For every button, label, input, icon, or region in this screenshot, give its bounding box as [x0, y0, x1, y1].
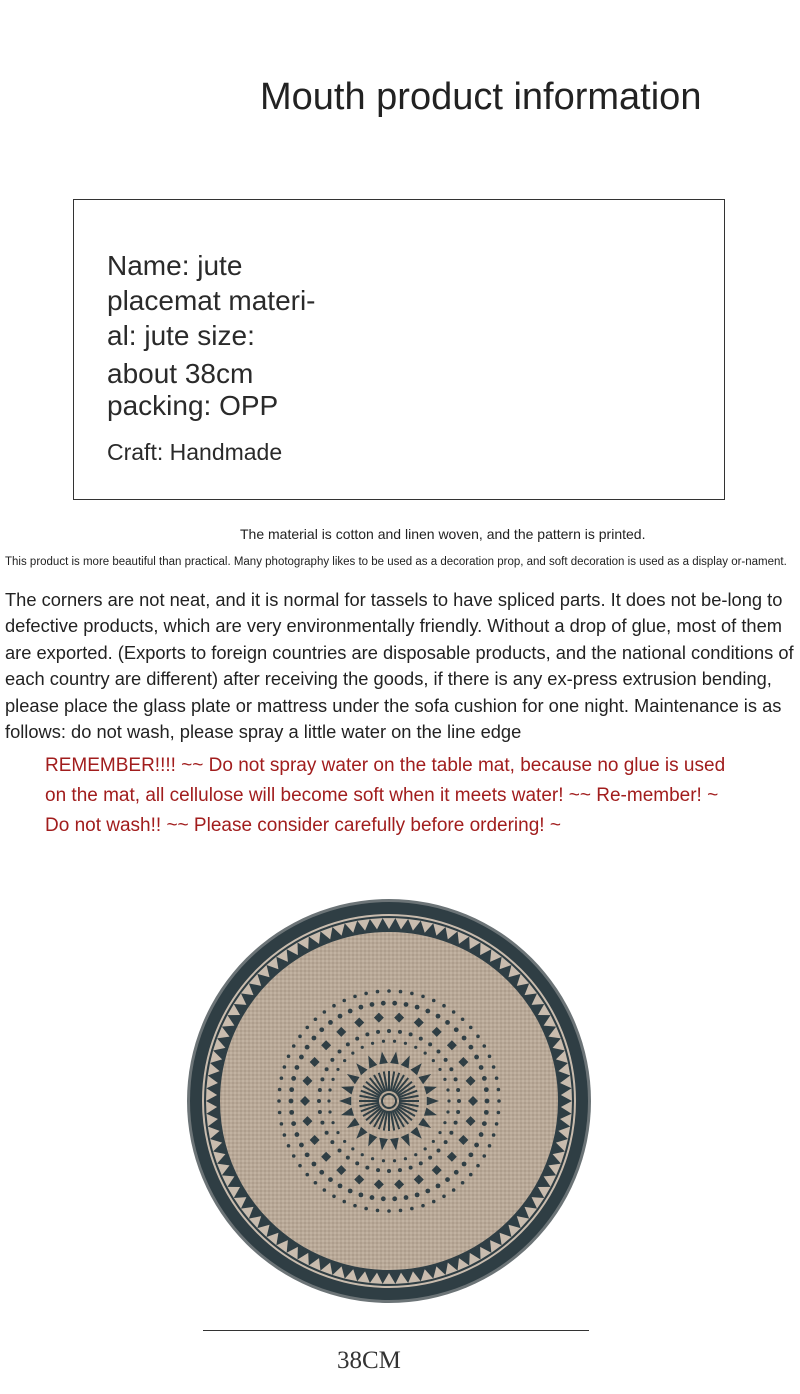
mat-pattern-dot [432, 1200, 436, 1204]
placemat-graphic [187, 899, 591, 1303]
mat-pattern-dot [482, 1154, 486, 1158]
mat-pattern-dot [497, 1111, 501, 1115]
mat-pattern-dot [381, 1001, 386, 1006]
mat-pattern-dot [365, 1166, 369, 1170]
mat-pattern-dot [428, 1156, 432, 1160]
mat-pattern-dot [454, 1121, 458, 1125]
mat-pattern-dot [488, 1144, 492, 1148]
mat-pattern-dot [495, 1122, 499, 1126]
mat-pattern-dot [432, 1140, 435, 1143]
mat-pattern-dot [387, 1169, 391, 1173]
mat-pattern-dot [392, 1196, 397, 1201]
mat-jute-center [219, 931, 559, 1271]
mat-pattern-dot [331, 1121, 334, 1124]
mat-pattern-dot [404, 1042, 407, 1045]
mat-pattern-dot [399, 990, 403, 994]
mat-pattern-dot [348, 1189, 353, 1194]
mat-pattern-dot [342, 999, 346, 1003]
mat-pattern-dot [393, 1159, 396, 1162]
mat-pattern-dot [492, 1065, 496, 1069]
mat-pattern-dot [319, 1027, 324, 1032]
mat-pattern-dot [320, 1121, 324, 1125]
mat-pattern-dot [432, 1059, 435, 1062]
mat-pattern-dot [482, 1076, 487, 1081]
mat-pattern-dot [476, 1035, 480, 1039]
mat-pattern-dot [436, 1183, 441, 1188]
mat-pattern-dot [474, 1055, 479, 1060]
mat-pattern-dot [338, 1148, 342, 1152]
mat-pattern-dot [443, 1078, 446, 1081]
mat-pattern-dot [410, 1207, 414, 1211]
mat-pattern-dot [348, 1009, 353, 1014]
mat-pattern-dot [280, 1122, 284, 1126]
mat-pattern-dot [419, 1037, 423, 1041]
spec-line-material-cont: al: jute size: [107, 320, 255, 351]
mat-pattern-dot [330, 1140, 334, 1144]
mat-pattern-dot [343, 1140, 346, 1143]
mat-pattern-dot [382, 1040, 385, 1043]
mat-pattern-dot [351, 1147, 354, 1150]
mat-pattern-dot [415, 1005, 420, 1010]
care-description: The corners are not neat, and it is normal for tassels to have spliced parts. It does not be-long to defective products, which are very environmentally friendly. Without a drop of glue, most of them are exported. (Exports to foreign countries are disposable products, and the national conditions of each country are different) after receiving the goods, if there is any ex-press extrusion bending, please place the glass plate or mattress under the sofa cushion for one night. Maintenance is as follows: do not wash, please spray a little water on the line edge [5, 589, 794, 743]
mat-pattern-dot [312, 1036, 317, 1041]
mat-pattern-dot [314, 1017, 318, 1021]
mat-pattern-dot [289, 1110, 294, 1115]
spec-line-packing: packing: OPP [107, 390, 279, 421]
mat-pattern-dot [452, 1188, 456, 1192]
mat-pattern-dot [287, 1054, 291, 1058]
mat-pattern-dot [336, 1131, 339, 1134]
mat-pattern-dot [428, 1042, 432, 1046]
mat-pattern-dot [305, 1026, 309, 1030]
mat-pattern-dot [442, 1194, 446, 1198]
mat-pattern-dot [398, 1030, 402, 1034]
mat-pattern-dot [351, 1052, 354, 1055]
placemat-illustration [184, 898, 594, 1304]
mat-pattern-dot [447, 1099, 450, 1102]
mat-pattern-dot [361, 1153, 364, 1156]
mat-pattern-dot [332, 1004, 336, 1008]
mat-pattern-dot [468, 1045, 473, 1050]
mat-pattern-dot [409, 1032, 413, 1036]
mat-pattern-dot [353, 995, 357, 999]
mat-pattern-dot [425, 1009, 430, 1014]
mat-pattern-dot [291, 1076, 296, 1081]
product-info-box [73, 199, 725, 500]
mat-pattern-dot [336, 1068, 339, 1071]
mat-pattern-dot [442, 1004, 446, 1008]
mat-pattern-dot [421, 995, 425, 999]
mat-pattern-dot [312, 1162, 317, 1167]
mat-pattern-dot [387, 989, 391, 993]
mat-pattern-dot [445, 1177, 450, 1182]
mat-pattern-dot [317, 1099, 321, 1103]
mat-pattern-dot [461, 1017, 465, 1021]
mat-pattern-dot [497, 1088, 501, 1092]
mat-pattern-dot [484, 1110, 489, 1115]
mat-pattern-dot [289, 1099, 294, 1104]
mat-pattern-dot [469, 1026, 473, 1030]
mat-pattern-dot [318, 1088, 322, 1092]
mat-pattern-dot [298, 1164, 302, 1168]
mat-pattern-dot [325, 1131, 329, 1135]
mat-pattern-dot [482, 1044, 486, 1048]
mat-pattern-dot [370, 1195, 375, 1200]
mat-pattern-dot [355, 1037, 359, 1041]
mat-pattern-dot [295, 1132, 300, 1137]
mat-pattern-dot [456, 1088, 460, 1092]
mat-pattern-dot [462, 1036, 467, 1041]
mat-pattern-dot [277, 1099, 281, 1103]
mat-pattern-dot [454, 1077, 458, 1081]
mat-pattern-dot [404, 1157, 407, 1160]
mat-pattern-dot [484, 1087, 489, 1092]
mat-pattern-dot [305, 1045, 310, 1050]
mat-pattern-dot [305, 1152, 310, 1157]
mat-pattern-dot [358, 1192, 363, 1197]
mat-pattern-dot [456, 1110, 460, 1114]
mat-pattern-dot [398, 1168, 402, 1172]
mat-pattern-dot [446, 1110, 449, 1113]
mat-pattern-dot [436, 1014, 441, 1019]
mat-pattern-dot [415, 1192, 420, 1197]
mat-pattern-dot [479, 1065, 484, 1070]
mat-pattern-dot [278, 1088, 282, 1092]
mat-pattern-dot [325, 1067, 329, 1071]
mat-pattern-dot [342, 1200, 346, 1204]
mat-pattern-dot [410, 992, 414, 996]
mat-pattern-dot [488, 1054, 492, 1058]
mat-pattern-dot [278, 1111, 282, 1115]
page-title: Mouth product information [260, 76, 702, 118]
mat-pattern-dot [361, 1046, 364, 1049]
mat-pattern-dot [492, 1133, 496, 1137]
mat-pattern-dot [376, 1030, 380, 1034]
spec-line-material: placemat materi- [107, 285, 316, 316]
mat-pattern-dot [432, 999, 436, 1003]
spec-line-name: Name: jute [107, 250, 243, 281]
mat-pattern-dot [469, 1173, 473, 1177]
mat-pattern-dot [425, 1189, 430, 1194]
mat-pattern-dot [291, 1121, 296, 1126]
mat-pattern-dot [419, 1161, 423, 1165]
mat-pattern-dot [280, 1076, 284, 1080]
mat-pattern-dot [338, 1183, 343, 1188]
mat-pattern-dot [346, 1156, 350, 1160]
mat-pattern-dot [318, 1110, 322, 1114]
mat-pattern-dot [376, 1209, 380, 1213]
mat-pattern-dot [392, 1001, 397, 1006]
mat-pattern-dot [323, 1010, 327, 1014]
mat-pattern-dot [292, 1044, 296, 1048]
mat-pattern-dot [353, 1204, 357, 1208]
mat-pattern-dot [404, 1195, 409, 1200]
mat-pattern-dot [364, 1207, 368, 1211]
mat-pattern-dot [319, 1170, 324, 1175]
mat-pattern-dot [299, 1055, 304, 1060]
mat-pattern-dot [328, 1177, 333, 1182]
mat-pattern-dot [299, 1143, 304, 1148]
mat-pattern-dot [424, 1052, 427, 1055]
mat-pattern-dot [438, 1131, 441, 1134]
decoration-note: This product is more beautiful than practical. Many photography likes to be used as a decoration prop, and soft decoration is used as a display or-nament. [5, 556, 787, 568]
mat-pattern-dot [346, 1042, 350, 1046]
warning-text: REMEMBER!!!! ~~ Do not spray water on the table mat, because no glue is used on the mat, all cellulose will become soft when it meets water! ~~ Re-member! ~ Do not wash!! ~~ Please consider carefully before ordering! ~ [45, 755, 726, 836]
mat-pattern-dot [393, 1040, 396, 1043]
mat-pattern-dot [328, 1088, 331, 1091]
mat-pattern-dot [387, 1209, 391, 1213]
mat-pattern-dot [457, 1099, 461, 1103]
mat-pattern-dot [328, 1110, 331, 1113]
placemat-image [184, 898, 594, 1304]
mat-pattern-dot [444, 1058, 448, 1062]
mat-pattern-dot [399, 1209, 403, 1213]
size-label: 38CM [337, 1347, 401, 1374]
material-note: The material is cotton and linen woven, and the pattern is printed. [240, 526, 646, 542]
mat-pattern-dot [414, 1046, 417, 1049]
mat-pattern-dot [338, 1050, 342, 1054]
mat-pattern-dot [355, 1161, 359, 1165]
mat-pattern-dot [462, 1162, 467, 1167]
mat-pattern-dot [376, 1168, 380, 1172]
mat-pattern-dot [436, 1148, 440, 1152]
mat-pattern-dot [454, 1170, 459, 1175]
mat-pattern-dot [476, 1164, 480, 1168]
mat-pattern-dot [449, 1131, 453, 1135]
mat-pattern-dot [365, 1032, 369, 1036]
mat-pattern-dot [382, 1159, 385, 1162]
mat-pattern-dot [287, 1144, 291, 1148]
mat-pattern-dot [482, 1121, 487, 1126]
mat-pattern-dot [449, 1067, 453, 1071]
spec-line-craft: Craft: Handmade [107, 439, 283, 465]
mat-pattern-dot [330, 1058, 334, 1062]
mat-pattern-dot [283, 1133, 287, 1137]
mat-pattern-dot [305, 1173, 309, 1177]
mat-pattern-dot [289, 1087, 294, 1092]
mat-pattern-dot [387, 1029, 391, 1033]
mat-pattern-dot [461, 1181, 465, 1185]
mat-pattern-dot [331, 1078, 334, 1081]
mat-pattern-dot [454, 1027, 459, 1032]
mat-pattern-dot [452, 1010, 456, 1014]
mat-pattern-dot [495, 1076, 499, 1080]
mat-pattern-dot [364, 992, 368, 996]
mat-pattern-dot [446, 1088, 449, 1091]
product-spec-lines [107, 248, 337, 423]
mat-pattern-dot [358, 1005, 363, 1010]
mat-pattern-dot [327, 1099, 330, 1102]
mat-pattern-dot [421, 1204, 425, 1208]
mat-pattern-dot [292, 1154, 296, 1158]
mat-pattern-dot [298, 1035, 302, 1039]
mat-pattern-dot [371, 1042, 374, 1045]
mat-pattern-dot [468, 1152, 473, 1157]
mat-pattern-dot [474, 1143, 479, 1148]
mat-pattern-dot [314, 1181, 318, 1185]
mat-pattern-dot [404, 1002, 409, 1007]
mat-pattern-dot [497, 1099, 501, 1103]
mat-pattern-dot [343, 1059, 346, 1062]
mat-pattern-dot [479, 1132, 484, 1137]
mat-pattern-dot [320, 1077, 324, 1081]
mat-pattern-dot [323, 1188, 327, 1192]
mat-pattern-dot [424, 1147, 427, 1150]
mat-pattern-dot [409, 1166, 413, 1170]
mat-pattern-dot [370, 1002, 375, 1007]
size-dimension-line [203, 1330, 589, 1331]
mat-pattern-dot [438, 1068, 441, 1071]
mat-pattern-dot [283, 1065, 287, 1069]
mat-pattern-dot [332, 1194, 336, 1198]
mat-pattern-dot [443, 1121, 446, 1124]
mat-pattern-dot [338, 1014, 343, 1019]
mat-pattern-dot [485, 1099, 490, 1104]
mat-pattern-dot [445, 1020, 450, 1025]
mat-pattern-dot [376, 990, 380, 994]
spec-line-size: about 38cm [107, 358, 254, 389]
mat-pattern-dot [444, 1140, 448, 1144]
mat-pattern-dot [436, 1050, 440, 1054]
mat-pattern-dot [381, 1196, 386, 1201]
mat-pattern-dot [328, 1020, 333, 1025]
mat-pattern-dot [295, 1065, 300, 1070]
mat-pattern-dot [371, 1157, 374, 1160]
mat-pattern-dot [414, 1153, 417, 1156]
